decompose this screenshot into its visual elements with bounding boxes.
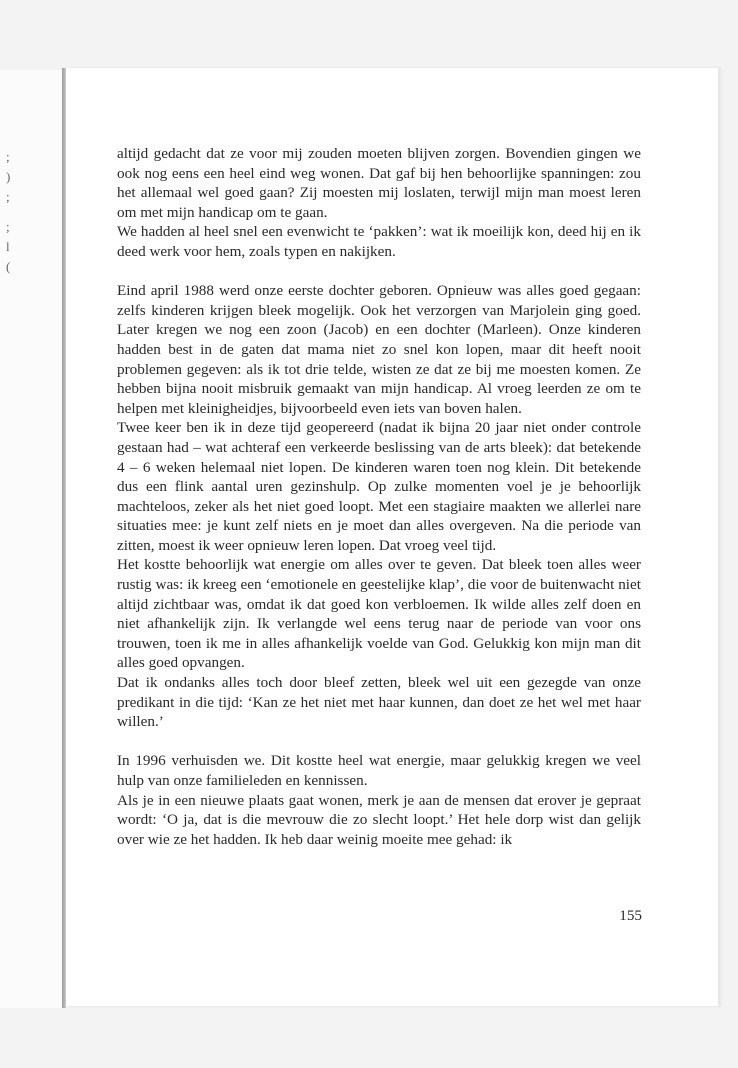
paragraph: Twee keer ben ik in deze tijd geopereerd (nadat ik bijna 20 jaar niet onder controle gestaan had – wat achteraf een verkeerde beslissing van de arts bleek): dat betekende 4 – 6 weken helemaal niet lopen. De kinderen waren toen nog klein. Dit betekende dus een flink aantal uren gezinshulp. Op zulke momenten voel je je behoorlijk machteloos, zeker als het niet goed loopt. Met een stagiaire maakten we allerlei nare situaties mee: je kunt zelf niets en je moet dan alles overgeven. Na die periode van zitten, moest ik weer opnieuw leren lopen. Dat vroeg veel tijd. <box>117 419 641 554</box>
book-page <box>66 68 720 1006</box>
paragraph: altijd gedacht dat ze voor mij zouden moeten blijven zorgen. Bovendien gingen we ook nog eens een heel eind weg wonen. Dat gaf bij hen behoorlijke spanningen: zou het allemaal wel goed gaan? Zij moesten mij loslaten, terwijl mijn man moest leren om met mijn handicap om te gaan. <box>117 145 641 221</box>
body-text <box>117 144 641 849</box>
page-number: 155 <box>619 907 642 924</box>
margin-glyph: l <box>6 239 10 254</box>
paragraph: Eind april 1988 werd onze eerste dochter geboren. Opnieuw was alles goed gegaan: zelfs kinderen krijgen bleek mogelijk. Ook het verzorgen van Marjolein ging goed. Later kregen we nog een zoon (Jacob) en een dochter (Marleen). Onze kinderen hadden best in de gaten dat mama niet zo snel kon lopen, maar dit heeft nooit problemen gegeven: als ik tot drie telde, wisten ze dat ze bij me moesten komen. Ze hebben bijna nooit misbruik gemaakt van mijn handicap. Al vroeg leerden ze om te helpen met kleinigheidjes, bijvoorbeeld even iets van boven halen. <box>117 282 641 417</box>
margin-glyph: ) <box>6 169 11 184</box>
page-right-edge <box>718 68 724 1006</box>
paragraph: Het kostte behoorlijk wat energie om alles over te geven. Dat bleek toen alles weer rustig was: ik kreeg een ‘emotionele en geestelijke klap’, die voor de buitenwacht niet altijd zichtbaar was, omdat ik dat goed kon verbloemen. Ik wilde alles zelf doen en niet afhankelijk zijn. Ik verlangde wel eens terug naar de periode van voor ons trouwen, toen ik me in alles afhankelijk voelde van God. Gelukkig kon mijn man dit alles goed opvangen. <box>117 556 641 672</box>
paragraph: Dat ik ondanks alles toch door bleef zetten, bleek wel uit een gezegde van onze predikant in die tijd: ‘Kan ze het niet met haar kunnen, dan doet ze het wel met haar willen.’ <box>117 674 641 731</box>
paragraph: Als je in een nieuwe plaats gaat wonen, merk je aan de mensen dat erover je gepraat wordt: ‘O ja, dat is die mevrouw die zo slecht loopt.’ Het hele dorp wist dan gelijk over wie ze het hadden. Ik heb daar weinig moeite mee gehad: ik <box>117 791 641 848</box>
margin-glyph: ; <box>6 219 10 234</box>
margin-glyph: ; <box>6 189 10 204</box>
paragraph: In 1996 verhuisden we. Dit kostte heel wat energie, maar gelukkig kregen we veel hulp van onze familieleden en kennissen. <box>117 752 641 789</box>
paragraph: We hadden al heel snel een evenwicht te ‘pakken’: wat ik moeilijk kon, deed hij en ik deed werk voor hem, zoals typen en nakijken. <box>117 223 641 260</box>
margin-glyph: ( <box>6 259 11 274</box>
margin-glyph: ; <box>6 149 10 164</box>
previous-page-edge <box>0 70 62 1008</box>
